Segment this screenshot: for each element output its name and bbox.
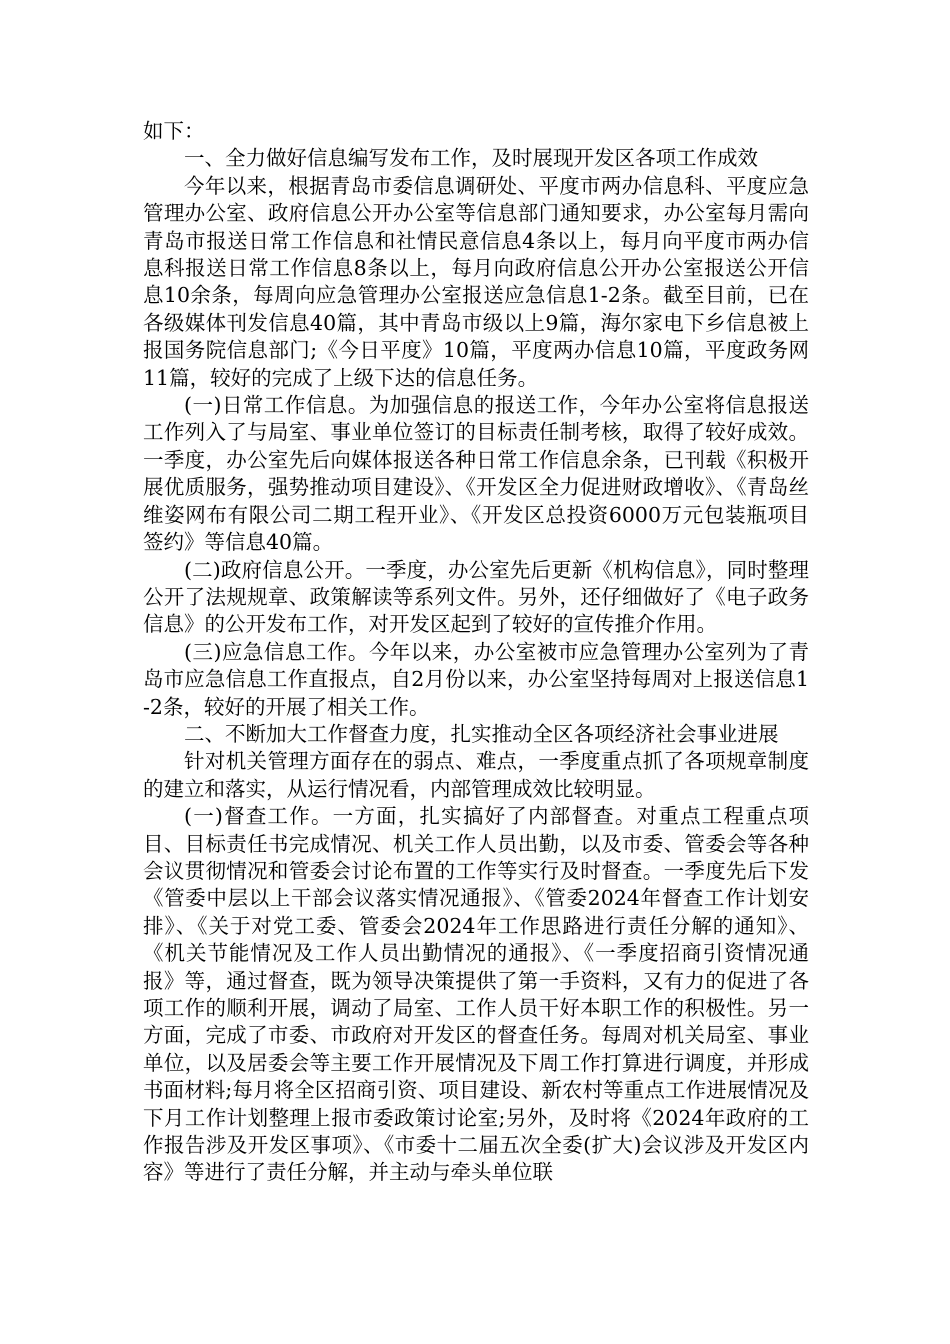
paragraph-supervision-work: (一)督查工作。一方面，扎实搞好了内部督查。对重点工程重点项目、目标责任书完成情况、机关工作人员出勤，以及市委、管委会等各种会议贯彻情况和管委会讨论布置的工作等实行及时督查。一季度先后下发《管委中层以上干部会议落实情况通报》、《管委2024年督查工作计划安排》、《关于对党工委、管委会2024年工作思路进行责任分解的通知》、《机关节能情况及工作人员出勤情况的通报》、《一季度招商引资情况通报》等，通过督查，既为领导决策提供了第一手资料，又有力的促进了各项工作的顺利开展，调动了局室、工作人员干好本职工作的积极性。另一方面，完成了市委、市政府对开发区的督查任务。每周对机关局室、事业单位，以及居委会等主要工作开展情况及下周工作打算进行调度，并形成书面材料;每月将全区招商引资、项目建设、新农村等重点工作进展情况及下月工作计划整理上报市委政策讨论室;另外，及时将《2024年政府的工作报告涉及开发区事项》、《市委十二届五次全委(扩大)会议涉及开发区内容》等进行了责任分解，并主动与牵头单位联: [143, 804, 809, 1185]
section-heading-2: 二、不断加大工作督查力度，扎实推动全区各项经济社会事业进展: [184, 721, 779, 746]
paragraph-management-summary: 针对机关管理方面存在的弱点、难点，一季度重点抓了各项规章制度的建立和落实，从运行情况看，内部管理成效比较明显。: [143, 749, 809, 801]
paragraph-daily-info: (一)日常工作信息。为加强信息的报送工作，今年办公室将信息报送工作列入了与局室、事业单位签订的目标责任制考核，取得了较好成效。一季度，办公室先后向媒体报送各种日常工作信息余条，已刊载《积极开展优质服务，强势推动项目建设》、《开发区全力促进财政增收》、《青岛丝维姿网布有限公司二期工程开业》、《开发区总投资6000万元包装瓶项目签约》等信息40篇。: [143, 393, 809, 555]
paragraph-info-summary: 今年以来，根据青岛市委信息调研处、平度市两办信息科、平度应急管理办公室、政府信息公开办公室等信息部门通知要求，办公室每月需向青岛市报送日常工作信息和社情民意信息4条以上，每月向平度市两办信息科报送日常工作信息8条以上，每月向政府信息公开办公室报送公开信息10余条，每周向应急管理办公室报送应急信息1-2条。截至目前，已在各级媒体刊发信息40篇，其中青岛市级以上9篇，海尔家电下乡信息被上报国务院信息部门;《今日平度》10篇，平度两办信息10篇，平度政务网11篇，较好的完成了上级下达的信息任务。: [143, 173, 809, 390]
section-heading-1: 一、全力做好信息编写发布工作，及时展现开发区各项工作成效: [184, 146, 758, 171]
paragraph-emergency-info: (三)应急信息工作。今年以来，办公室被市应急管理办公室列为了青岛市应急信息工作直报点，自2月份以来，办公室坚持每周对上报送信息1-2条，较好的开展了相关工作。: [143, 639, 809, 719]
paragraph-opening: 如下：: [143, 119, 205, 143]
document-body: [143, 118, 809, 1187]
paragraph-gov-info-disclosure: (二)政府信息公开。一季度，办公室先后更新《机构信息》，同时整理公开了法规规章、政策解读等系列文件。另外，还仔细做好了《电子政务信息》的公开发布工作，对开发区起到了较好的宣传推介作用。: [143, 557, 809, 637]
